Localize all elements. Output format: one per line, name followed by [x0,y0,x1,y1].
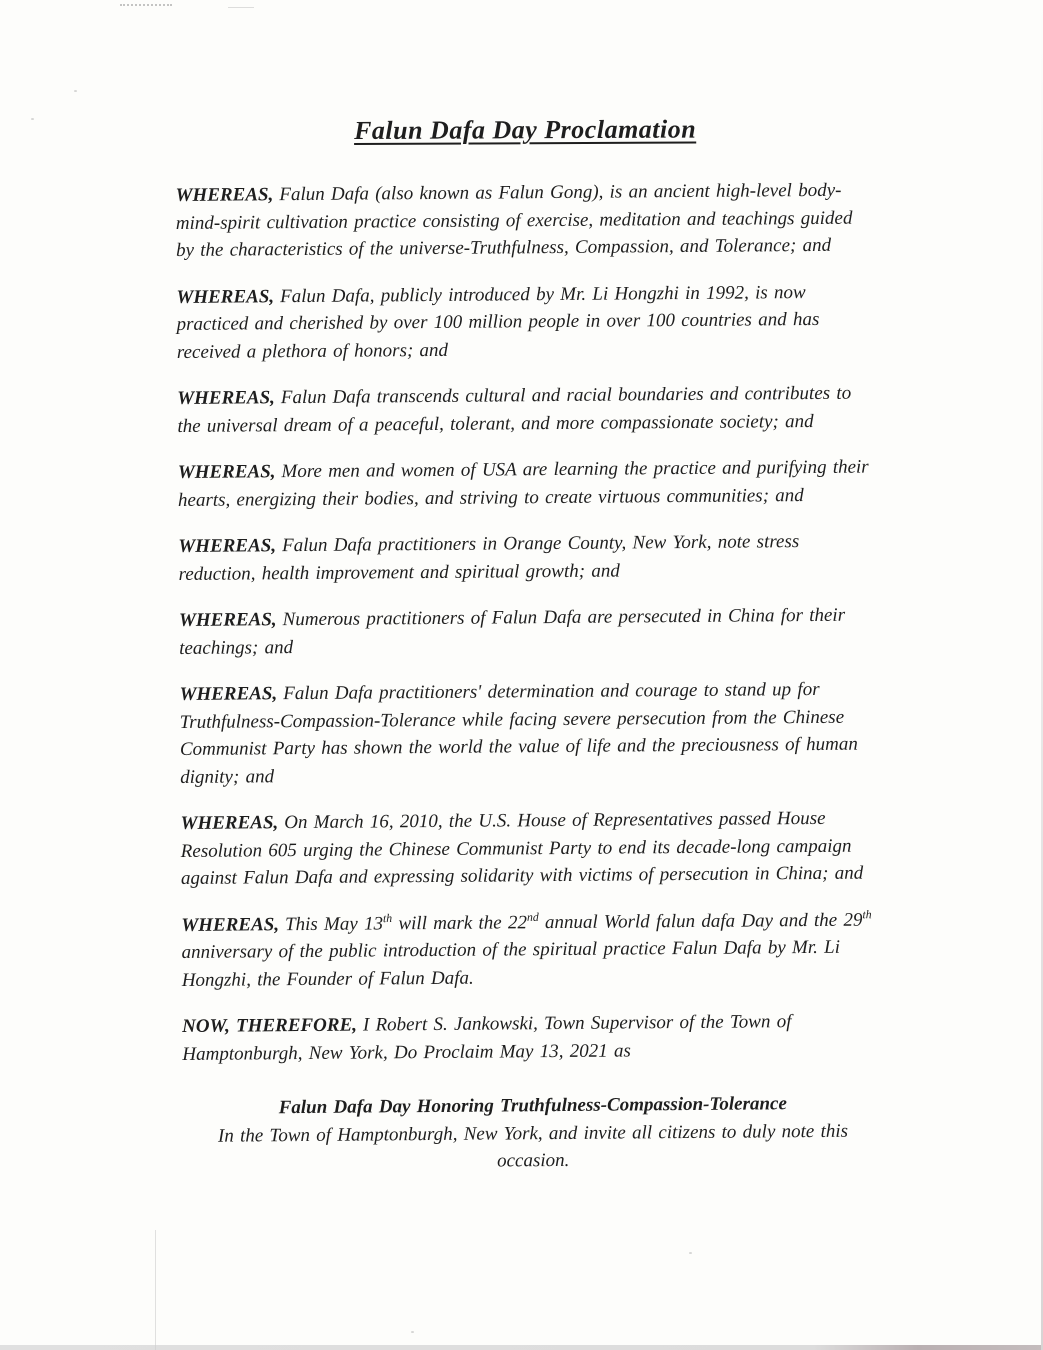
paragraph-lead: NOW, THEREFORE, [182,1014,358,1037]
scan-artifact-bottom-band [0,1345,1043,1350]
scan-artifact-top-marks-2 [228,7,254,10]
paragraph-text: I Robert S. Jankowski, Town Supervisor of the Town of Hamptonburgh, New York, Do Proclaim May 13, 2021 as [182,1011,792,1065]
whereas-paragraph [176,278,877,366]
scan-speck [411,1331,414,1333]
proclamation-block [183,1089,884,1177]
whereas-paragraph [182,1007,882,1067]
paragraph-lead: WHEREAS, [177,387,275,409]
whereas-paragraph [176,177,877,265]
scan-speck [689,1252,692,1254]
paragraph-lead: WHEREAS, [178,535,277,557]
proclamation-title: Falun Dafa Day Honoring Truthfulness-Compassion-Tolerance [278,1093,787,1119]
paragraph-lead: WHEREAS, [175,184,274,206]
paragraph-lead: WHEREAS, [181,913,280,936]
paragraph-lead: WHEREAS, [179,683,278,705]
paragraph-text: This May 13th will mark the 22nd annual World falun dafa Day and the 29th anniversary of the public introduction of the spiritual practice Falun Dafa by Mr. Li Hongzhi, the Founder of Falun Dafa. [181,907,872,991]
paragraph-list [176,177,883,1068]
scan-artifact-left-line [155,1230,156,1350]
paragraph-lead: WHEREAS, [180,812,279,834]
whereas-paragraph [178,453,878,513]
paragraph-text: Falun Dafa, publicly introduced by Mr. Li Hongzhi in 1992, is now practiced and cherished by over 100 million people in over 100 countries and has received a plethora of honors; and [176,281,820,363]
scan-speck [74,90,77,92]
whereas-paragraph [179,601,879,661]
whereas-paragraph [179,675,880,790]
whereas-paragraph [177,379,877,439]
paragraph-text: Falun Dafa practitioners' determination and courage to stand up for Truthfulness-Compassion-Tolerance while facing severe persecution from the Chinese Communist Party has shown the world the value of life and the preciousness of human dignity; and [179,678,858,788]
scan-artifact-top-marks [120,4,172,9]
whereas-paragraph [181,906,882,994]
document-title: Falun Dafa Day Proclamation [353,114,697,145]
proclamation-document [175,113,883,1178]
whereas-paragraph [180,804,881,892]
paragraph-text: More men and women of USA are learning the practice and purifying their hearts, energizing their bodies, and striving to create virtuous communities; and [177,456,869,511]
paragraph-text: On March 16, 2010, the U.S. House of Representatives passed House Resolution 605 urging the Chinese Communist Party to end its decade-long campaign against Falun Dafa and expressing solidarity with victims of persecution in China; and [180,807,864,889]
paragraph-text: Falun Dafa (also known as Falun Gong), is an ancient high-level body-mind-spirit cultivation practice consisting of exercise, meditation and teachings guided by the characteristics of the universe-Truthfulness, Compassion, and Tolerance; and [175,179,853,261]
paragraph-lead: WHEREAS, [177,461,276,483]
whereas-paragraph [178,527,878,587]
paragraph-lead: WHEREAS, [178,609,277,631]
scan-speck [31,118,34,120]
paragraph-lead: WHEREAS, [176,285,275,308]
paragraph-text: Falun Dafa practitioners in Orange County, New York, note stress reduction, health improvement and spiritual growth; and [178,531,800,585]
paragraph-text: Falun Dafa transcends cultural and racial boundaries and contributes to the universal dream of a peaceful, tolerant, and more compassionate society; and [177,382,852,437]
paragraph-text: Numerous practitioners of Falun Dafa are persecuted in China for their teachings; and [179,604,846,659]
proclamation-subtitle: In the Town of Hamptonburgh, New York, and invite all citizens to duly note this occasion. [217,1120,849,1172]
